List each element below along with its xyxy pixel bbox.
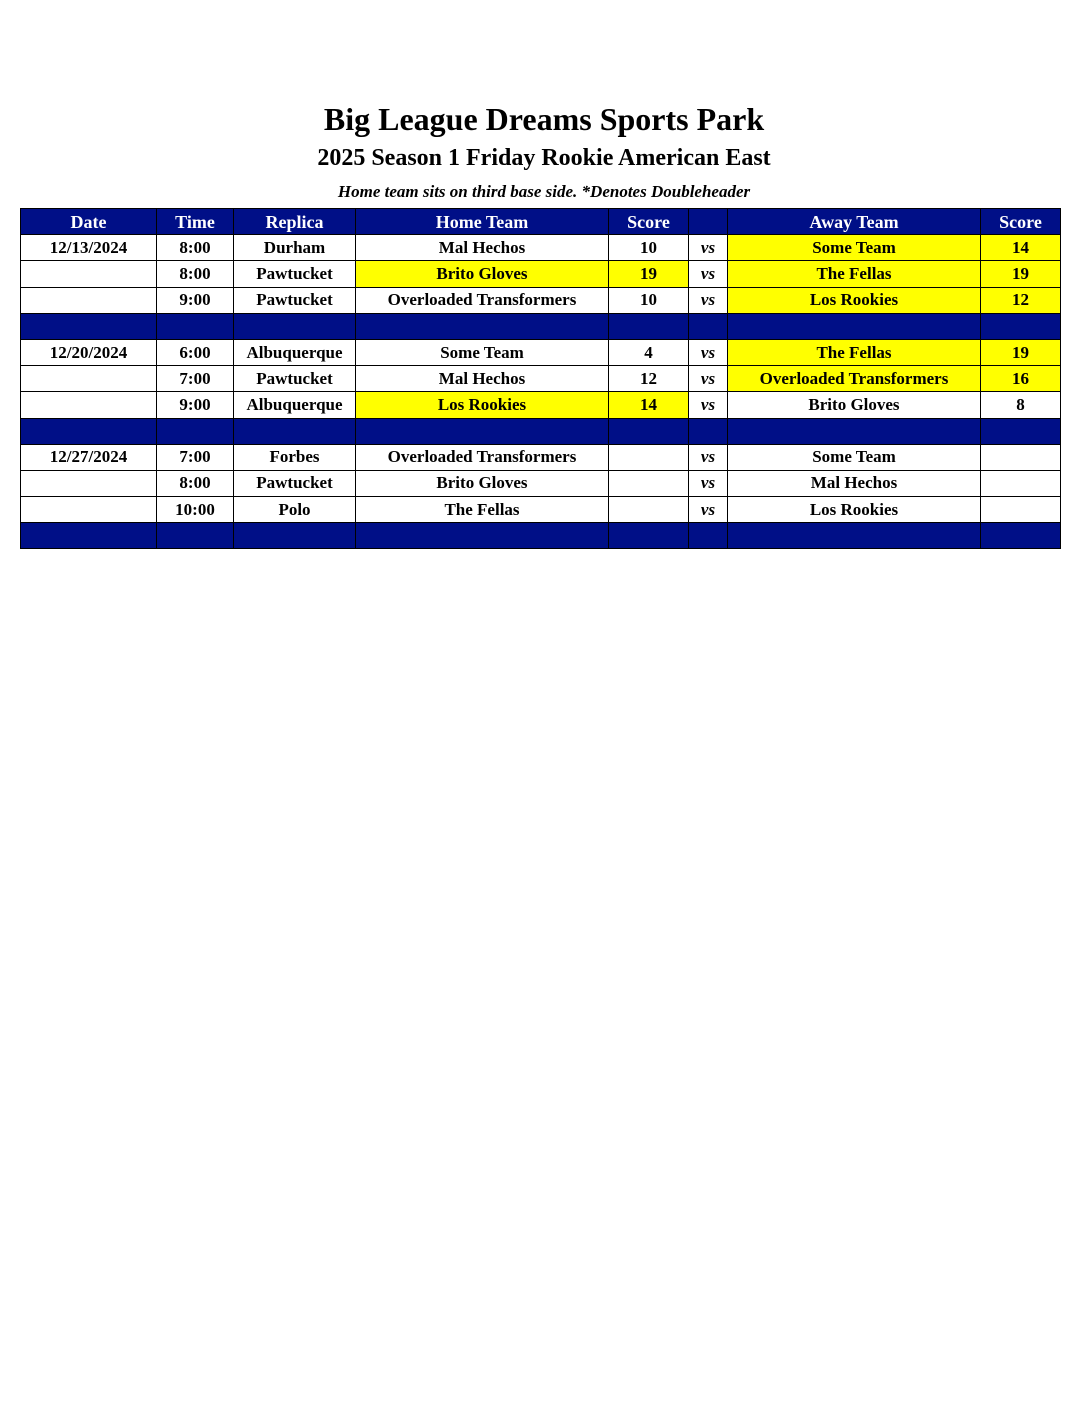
cell-away-team: The Fellas <box>728 339 981 365</box>
cell-replica: Durham <box>234 235 356 261</box>
cell-date: 12/20/2024 <box>21 339 157 365</box>
cell-time: 7:00 <box>157 444 234 470</box>
cell-replica: Pawtucket <box>234 287 356 313</box>
header-home-team: Home Team <box>356 209 609 235</box>
cell-away-score: 19 <box>981 261 1061 287</box>
cell-home-team: Overloaded Transformers <box>356 444 609 470</box>
cell-replica: Forbes <box>234 444 356 470</box>
cell-home-score: 12 <box>609 366 689 392</box>
table-row <box>21 235 1061 261</box>
cell-away-team: Some Team <box>728 235 981 261</box>
cell-away-team: Overloaded Transformers <box>728 366 981 392</box>
cell-home-score: 4 <box>609 339 689 365</box>
separator-cell <box>728 418 981 444</box>
cell-away-score <box>981 470 1061 496</box>
cell-home-score: 14 <box>609 392 689 418</box>
cell-vs: vs <box>689 261 728 287</box>
cell-home-team: Some Team <box>356 339 609 365</box>
cell-replica: Pawtucket <box>234 366 356 392</box>
cell-vs: vs <box>689 497 728 523</box>
cell-replica: Pawtucket <box>234 261 356 287</box>
page-subtitle: 2025 Season 1 Friday Rookie American East <box>317 145 771 171</box>
separator-cell <box>157 313 234 339</box>
cell-away-team: Mal Hechos <box>728 470 981 496</box>
separator-cell <box>21 313 157 339</box>
separator-cell <box>21 418 157 444</box>
cell-time: 8:00 <box>157 235 234 261</box>
separator-cell <box>609 523 689 549</box>
cell-date <box>21 470 157 496</box>
cell-home-team: Brito Gloves <box>356 470 609 496</box>
cell-away-score <box>981 497 1061 523</box>
cell-vs: vs <box>689 470 728 496</box>
separator-cell <box>981 418 1061 444</box>
cell-replica: Albuquerque <box>234 339 356 365</box>
separator-cell <box>609 313 689 339</box>
cell-home-team: Overloaded Transformers <box>356 287 609 313</box>
table-row <box>21 470 1061 496</box>
cell-away-team: The Fellas <box>728 261 981 287</box>
cell-vs: vs <box>689 235 728 261</box>
cell-time: 7:00 <box>157 366 234 392</box>
week-separator-row <box>21 313 1061 339</box>
cell-replica: Pawtucket <box>234 470 356 496</box>
cell-date <box>21 287 157 313</box>
cell-home-score: 10 <box>609 287 689 313</box>
cell-home-team: Brito Gloves <box>356 261 609 287</box>
cell-vs: vs <box>689 392 728 418</box>
header-replica: Replica <box>234 209 356 235</box>
cell-vs: vs <box>689 287 728 313</box>
cell-time: 8:00 <box>157 261 234 287</box>
cell-home-score <box>609 470 689 496</box>
separator-cell <box>157 418 234 444</box>
cell-replica: Polo <box>234 497 356 523</box>
table-row <box>21 497 1061 523</box>
cell-time: 10:00 <box>157 497 234 523</box>
cell-time: 6:00 <box>157 339 234 365</box>
table-row <box>21 287 1061 313</box>
separator-cell <box>728 523 981 549</box>
separator-cell <box>234 313 356 339</box>
cell-home-team: Mal Hechos <box>356 366 609 392</box>
cell-vs: vs <box>689 444 728 470</box>
header-away-team: Away Team <box>728 209 981 235</box>
schedule-note: Home team sits on third base side. *Denotes Doubleheader <box>337 182 751 201</box>
cell-away-score: 16 <box>981 366 1061 392</box>
cell-time: 9:00 <box>157 287 234 313</box>
cell-time: 9:00 <box>157 392 234 418</box>
week-separator-row <box>21 523 1061 549</box>
page-title: Big League Dreams Sports Park <box>323 101 765 137</box>
separator-cell <box>356 523 609 549</box>
separator-cell <box>689 313 728 339</box>
cell-away-team: Some Team <box>728 444 981 470</box>
cell-date <box>21 261 157 287</box>
table-header-row <box>21 209 1061 235</box>
cell-away-score <box>981 444 1061 470</box>
cell-away-score: 8 <box>981 392 1061 418</box>
table-row <box>21 392 1061 418</box>
header-date: Date <box>21 209 157 235</box>
separator-cell <box>356 418 609 444</box>
table-row <box>21 261 1061 287</box>
cell-away-team: Los Rookies <box>728 287 981 313</box>
separator-cell <box>981 313 1061 339</box>
cell-vs: vs <box>689 339 728 365</box>
cell-home-team: Los Rookies <box>356 392 609 418</box>
cell-away-score: 14 <box>981 235 1061 261</box>
cell-away-team: Brito Gloves <box>728 392 981 418</box>
header-home-score: Score <box>609 209 689 235</box>
table-row <box>21 444 1061 470</box>
cell-home-score: 19 <box>609 261 689 287</box>
cell-date <box>21 366 157 392</box>
schedule-table <box>20 208 1061 549</box>
header-vs <box>689 209 728 235</box>
cell-home-score <box>609 497 689 523</box>
header-time: Time <box>157 209 234 235</box>
separator-cell <box>356 313 609 339</box>
separator-cell <box>689 523 728 549</box>
table-row <box>21 339 1061 365</box>
header-away-score: Score <box>981 209 1061 235</box>
separator-cell <box>21 523 157 549</box>
separator-cell <box>728 313 981 339</box>
separator-cell <box>157 523 234 549</box>
cell-date: 12/13/2024 <box>21 235 157 261</box>
table-row <box>21 366 1061 392</box>
cell-home-score: 10 <box>609 235 689 261</box>
separator-cell <box>981 523 1061 549</box>
cell-home-score <box>609 444 689 470</box>
cell-away-score: 12 <box>981 287 1061 313</box>
separator-cell <box>609 418 689 444</box>
cell-date <box>21 497 157 523</box>
separator-cell <box>689 418 728 444</box>
cell-away-team: Los Rookies <box>728 497 981 523</box>
cell-home-team: The Fellas <box>356 497 609 523</box>
cell-time: 8:00 <box>157 470 234 496</box>
cell-vs: vs <box>689 366 728 392</box>
separator-cell <box>234 418 356 444</box>
cell-away-score: 19 <box>981 339 1061 365</box>
separator-cell <box>234 523 356 549</box>
cell-home-team: Mal Hechos <box>356 235 609 261</box>
cell-replica: Albuquerque <box>234 392 356 418</box>
cell-date: 12/27/2024 <box>21 444 157 470</box>
week-separator-row <box>21 418 1061 444</box>
cell-date <box>21 392 157 418</box>
